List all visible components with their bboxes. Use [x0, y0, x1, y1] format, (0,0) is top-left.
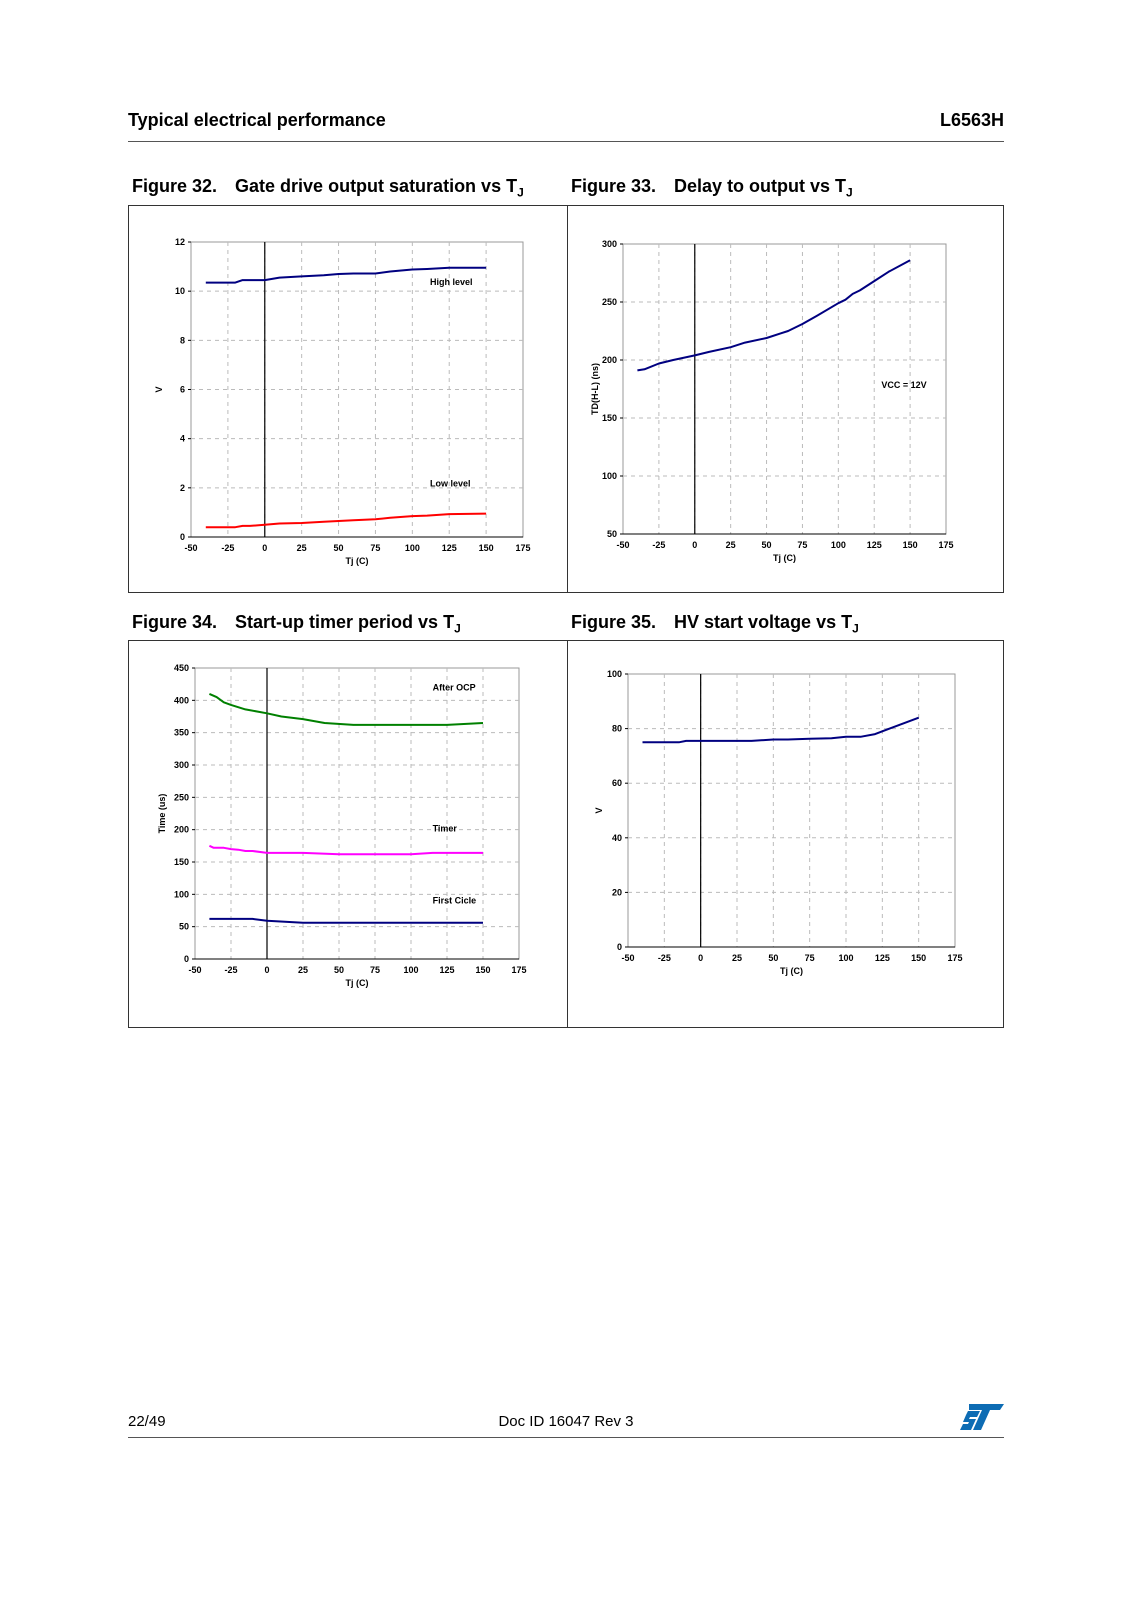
series-line-first-cicle — [209, 919, 483, 923]
series-annotation: Timer — [432, 823, 457, 834]
series-line-after-ocp — [209, 694, 483, 725]
series-annotation: After OCP — [432, 682, 476, 693]
figure-34-text: Start-up timer period vs T — [235, 612, 455, 632]
x-tick-label: 125 — [441, 543, 457, 553]
x-tick-label: 75 — [370, 543, 381, 553]
x-tick-label: -50 — [621, 953, 635, 963]
x-tick-label: 50 — [333, 543, 344, 553]
y-axis-label: V — [154, 386, 164, 393]
y-tick-label: 400 — [173, 695, 189, 706]
plot-frame — [195, 668, 519, 959]
x-tick-label: 150 — [902, 540, 918, 550]
x-tick-label: -25 — [657, 953, 671, 963]
x-tick-label: 100 — [403, 965, 419, 975]
series-annotation: Low level — [430, 478, 471, 489]
x-tick-label: 175 — [515, 543, 531, 553]
figure-33-text: Delay to output vs T — [674, 176, 847, 196]
section-title: Typical electrical performance — [128, 110, 386, 130]
y-tick-label: 100 — [606, 669, 622, 679]
y-tick-label: 450 — [173, 663, 189, 673]
x-tick-label: 75 — [804, 953, 815, 963]
x-tick-label: 150 — [911, 953, 927, 963]
y-tick-label: 0 — [183, 954, 189, 964]
figure-34-number: Figure 34. — [132, 612, 218, 632]
figure-35-panel — [567, 640, 1004, 1028]
y-tick-label: 200 — [601, 355, 617, 365]
x-tick-label: 0 — [262, 543, 268, 553]
x-tick-label: 0 — [692, 540, 698, 550]
y-tick-label: 300 — [173, 760, 189, 770]
doc-id: Doc ID 16047 Rev 3 — [498, 1413, 634, 1430]
figure-34-subscript: J — [454, 621, 461, 636]
x-tick-label: 50 — [768, 953, 779, 963]
x-tick-label: 150 — [478, 543, 494, 553]
figure-32-number: Figure 32. — [132, 176, 218, 196]
x-tick-label: 125 — [866, 540, 882, 550]
figure-33-number: Figure 33. — [571, 176, 657, 196]
figure-35-title — [571, 612, 859, 636]
y-axis-label: V — [594, 807, 604, 814]
x-axis-label: Tj (C) — [345, 556, 369, 566]
x-tick-label: -25 — [224, 965, 238, 975]
figure-34-chart — [129, 641, 567, 1027]
x-tick-label: 100 — [404, 543, 420, 553]
figure-32-text: Gate drive output saturation vs T — [235, 176, 518, 196]
st-logo-icon — [960, 1404, 1004, 1430]
x-tick-label: 0 — [698, 953, 704, 963]
x-tick-label: -50 — [616, 540, 630, 550]
figure-35-chart — [568, 641, 1003, 1027]
series-line-low-level — [206, 514, 486, 528]
figure-34-title — [132, 612, 461, 636]
y-tick-label: 100 — [173, 889, 189, 900]
y-tick-label: 100 — [601, 471, 617, 481]
figure-33-chart — [568, 206, 1003, 592]
x-tick-label: 100 — [838, 953, 854, 963]
figure-32-chart — [129, 206, 567, 592]
plot-frame — [628, 674, 955, 947]
figure-32-title — [132, 176, 524, 200]
x-tick-label: 125 — [439, 965, 455, 975]
y-tick-label: 12 — [174, 237, 185, 247]
figure-35-subscript: J — [852, 621, 859, 636]
x-tick-label: 175 — [938, 540, 954, 550]
series-annotation: First Cicle — [432, 895, 477, 906]
y-tick-label: 300 — [601, 239, 617, 249]
x-tick-label: 175 — [511, 965, 527, 975]
x-tick-label: 25 — [725, 540, 736, 550]
x-tick-label: -25 — [652, 540, 666, 550]
y-tick-label: 250 — [601, 297, 617, 307]
x-tick-label: -50 — [184, 543, 198, 553]
y-axis-label: TD(H-L) (ns) — [590, 363, 600, 415]
x-tick-label: -50 — [188, 965, 202, 975]
x-tick-label: 0 — [264, 965, 270, 975]
figure-33-title — [571, 176, 853, 200]
x-tick-label: 150 — [475, 965, 491, 975]
x-tick-label: 25 — [297, 965, 309, 975]
part-number: L6563H — [939, 110, 1004, 130]
figure-32-panel — [128, 205, 568, 593]
y-tick-label: 4 — [179, 433, 185, 444]
x-tick-label: 175 — [947, 953, 963, 963]
y-tick-label: 40 — [611, 832, 622, 843]
figure-33-panel — [567, 205, 1004, 593]
x-tick-label: 125 — [874, 953, 890, 963]
x-tick-label: 50 — [333, 965, 345, 975]
figure-33-subscript: J — [846, 185, 853, 200]
y-tick-label: 0 — [616, 942, 622, 952]
x-tick-label: 100 — [830, 540, 846, 550]
y-tick-label: 6 — [179, 384, 185, 395]
y-tick-label: 80 — [611, 723, 622, 734]
series-annotation: High level — [430, 277, 473, 288]
y-tick-label: 20 — [611, 887, 622, 898]
figure-35-number: Figure 35. — [571, 612, 657, 632]
y-tick-label: 250 — [173, 792, 189, 803]
figure-35-text: HV start voltage vs T — [674, 612, 853, 632]
x-axis-label: Tj (C) — [773, 553, 796, 563]
series-line-hv-start — [643, 718, 919, 743]
y-tick-label: 10 — [174, 286, 185, 297]
x-tick-label: -25 — [221, 543, 235, 553]
page-number: 22/49 — [128, 1413, 166, 1430]
figure-34-panel — [128, 640, 568, 1028]
footer-rule — [128, 1437, 1004, 1438]
y-axis-label: Time (us) — [157, 793, 167, 834]
x-tick-label: 50 — [761, 540, 772, 550]
y-tick-label: 0 — [179, 532, 185, 542]
y-tick-label: 50 — [178, 921, 189, 932]
y-tick-label: 2 — [179, 482, 185, 493]
y-tick-label: 8 — [179, 335, 185, 346]
y-tick-label: 350 — [173, 727, 189, 738]
y-tick-label: 50 — [606, 529, 617, 539]
y-tick-label: 60 — [611, 778, 622, 789]
series-annotation: VCC = 12V — [881, 379, 927, 390]
x-tick-label: 25 — [296, 543, 307, 553]
x-tick-label: 25 — [731, 953, 743, 963]
y-tick-label: 200 — [173, 824, 189, 835]
header-rule — [128, 141, 1004, 142]
y-tick-label: 150 — [173, 857, 189, 867]
x-tick-label: 75 — [369, 965, 381, 975]
x-tick-label: 75 — [797, 540, 808, 550]
x-axis-label: Tj (C) — [345, 978, 369, 988]
x-axis-label: Tj (C) — [780, 966, 803, 976]
series-line-vcc-12v — [637, 260, 910, 370]
figure-32-subscript: J — [517, 185, 524, 200]
y-tick-label: 150 — [601, 413, 617, 423]
series-line-timer — [209, 846, 483, 854]
